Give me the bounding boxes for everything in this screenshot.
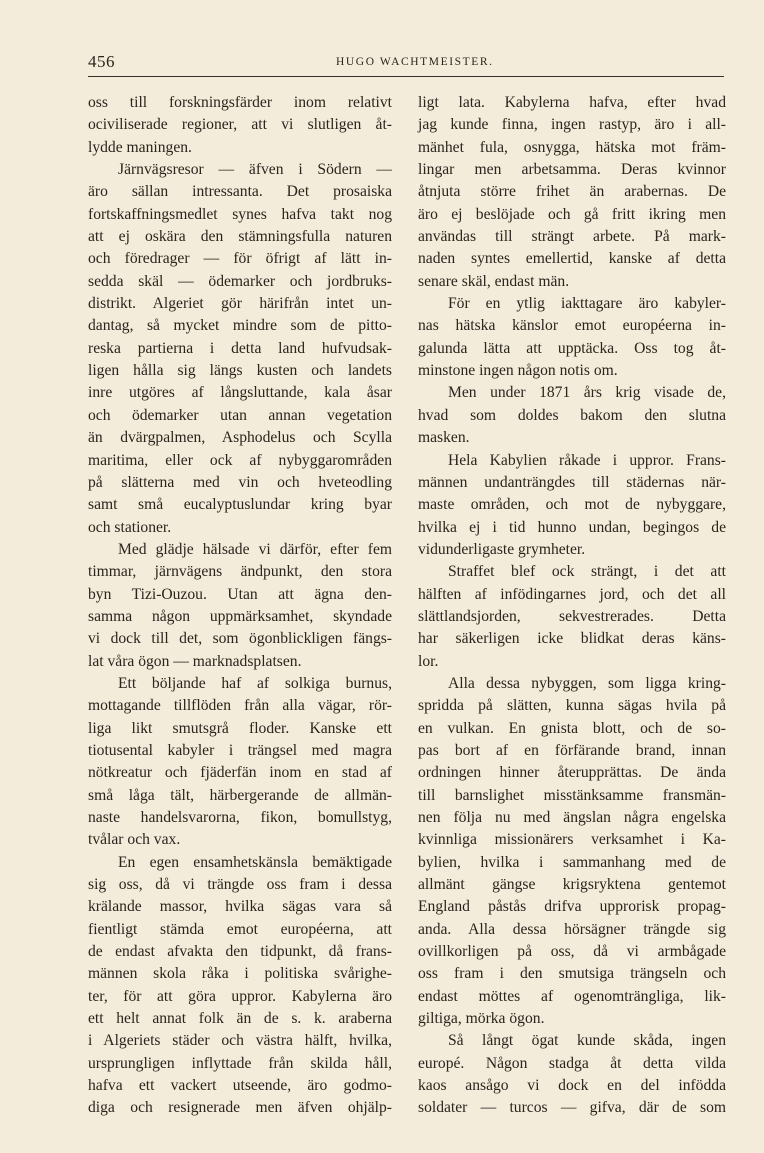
text-line: soldater — turcos — gifva, där de som	[418, 1099, 726, 1117]
text-line: nötkreatur och fjäderfän inom en stad af	[88, 764, 392, 782]
text-line: oss fram i den smutsiga trängseln och	[418, 965, 726, 983]
text-line: mänhet fula, osnygga, hätska mot främ-	[418, 138, 726, 156]
text-line: masken.	[418, 429, 470, 447]
text-line: pas bort af en förfärande brand, innan	[418, 741, 726, 759]
page-number: 456	[88, 52, 115, 71]
text-line: Men under 1871 års krig visade de,	[448, 384, 726, 402]
text-line: minstone ingen någon notis om.	[418, 362, 618, 380]
text-line: de endast afvakta den tidpunkt, då frans-	[88, 943, 392, 961]
text-line: äro ej beslöjade och gå fritt ikring men	[418, 205, 726, 223]
text-line: användas till strängt arbete. På mark-	[418, 228, 726, 246]
header-rule	[88, 76, 724, 77]
text-line: ligen hålla sig längs kusten och landets	[88, 362, 392, 380]
text-line: naste handelsvarorna, fikon, bomullstyg,	[88, 809, 392, 826]
text-line: lydde maningen.	[88, 138, 192, 156]
text-line: hälften af infödingarnes jord, och det all	[418, 585, 726, 603]
text-line: Så långt ögat kunde skåda, ingen	[448, 1032, 726, 1050]
text-line: och ödemarker utan annan vegetation	[88, 406, 392, 424]
text-line: samt små eucalyptuslundar kring byar	[88, 496, 392, 514]
text-line: anda. Alla dessa hörsägner trängde sig	[418, 920, 726, 938]
text-line: fortskaffningsmedlet synes hafva takt nog	[88, 205, 392, 223]
text-line: För en ytlig iakttagare äro kabyler-	[448, 295, 726, 313]
text-line: än dvärgpalmen, Asphodelus och Scylla	[88, 429, 392, 447]
page-header	[88, 52, 724, 74]
text-line: på slätterna med vin och hveteodling	[88, 473, 392, 491]
text-line: i Algeriets städer och västra hälft, hvilka,	[88, 1032, 392, 1050]
text-line: krälande massor, hvilka sägas vara så	[88, 898, 392, 916]
text-line: att ej oskära den stämningsfulla naturen	[88, 228, 392, 246]
text-line: galunda lätta att upptäcka. Oss tog åt-	[418, 339, 726, 357]
text-line: och stationer.	[88, 518, 172, 536]
text-line: ociviliserade regioner, att vi slutligen åt-	[88, 116, 392, 134]
text-line: sig oss, då vi trängde oss fram i dessa	[88, 876, 392, 894]
text-line: ordningen hinner återupprättas. De ända	[418, 764, 726, 782]
text-line: kaos ansågo vi dock en del infödda	[418, 1077, 726, 1095]
text-line: ett helt annat folk än de s. k. araberna	[88, 1010, 392, 1028]
left-text-column	[88, 92, 392, 1120]
text-line: senare skäl, endast män.	[418, 272, 570, 290]
text-line: distrikt. Algeriet gör härifrån intet un-	[88, 295, 392, 313]
text-line: maritima, eller ock af nybyggarområden	[88, 451, 392, 469]
text-line: ter, för att göra uppror. Kabylerna äro	[88, 987, 392, 1005]
text-line: giltiga, mörka ögon.	[418, 1010, 545, 1028]
text-line: lor.	[418, 652, 439, 670]
text-line: männen undanträngdes till städernas när-	[418, 473, 726, 491]
text-line: små låga tält, härbergerande de allmän-	[88, 786, 392, 804]
text-line: inre utgöres af långsluttande, kala åsar	[88, 384, 392, 402]
text-line: tiotusental kabyler i trängsel med magra	[88, 741, 392, 759]
text-line: vidunderligaste grymheter.	[418, 540, 586, 558]
text-line: Straffet blef ock strängt, i det att	[448, 563, 726, 581]
text-line: timmar, järnvägens ändpunkt, den stora	[88, 563, 392, 581]
text-line: allmänt gängse krigsryktena gentemot	[418, 876, 726, 894]
text-line: en vulkan. En gnista blott, och de so-	[418, 719, 726, 737]
text-line: hvad som doldes bakom den slutna	[418, 406, 726, 424]
text-line: maste områden, och mot de nybyggare,	[418, 496, 726, 514]
text-line: samma någon uppmärksamhet, skyndade	[88, 607, 392, 625]
right-text-column	[418, 92, 726, 1120]
text-line: hvilka ej i tid hunno undan, begingos de	[418, 518, 726, 536]
text-line: lat våra ögon — marknadsplatsen.	[88, 652, 302, 670]
text-line: endast möttes af ogenomträngliga, lik-	[418, 987, 726, 1005]
text-line: oss till forskningsfärder inom relativt	[88, 94, 392, 111]
text-line: spridda på slätten, kunna sägas hvila på	[418, 697, 726, 715]
text-line: slättlandsjorden, sekvestrerades. Detta	[418, 607, 726, 625]
text-line: jag kunde finna, ingen rastyp, äro i all-	[418, 116, 726, 134]
text-line: lingar men arbetsamma. Deras kvinnor	[418, 161, 726, 179]
text-line: åtnjuta större frihet än arabernas. De	[418, 183, 726, 201]
text-line: mottagande tillflöden från alla vägar, rör-	[88, 697, 392, 715]
text-line: kvinnliga missionärers verksamhet i Ka-	[418, 831, 726, 849]
text-line: nen följa nu med ängslan några engelska	[418, 809, 726, 826]
text-line: nas hätska känslor emot européerna in-	[418, 317, 726, 335]
text-line: sedda skäl — ödemarker och jordbruks-	[88, 272, 392, 290]
text-line: byn Tizi-Ouzou. Utan att ägna den-	[88, 585, 392, 603]
text-line: europé. Någon stadga åt detta vilda	[418, 1054, 726, 1072]
text-line: England påstås drifva upprorisk propag-	[418, 898, 726, 916]
text-line: ursprungligen inflyttade från skilda håll,	[88, 1054, 392, 1072]
text-line: äro sällan intressanta. Det prosaiska	[88, 183, 392, 201]
text-line: reska partierna i detta land hufvudsak-	[88, 339, 392, 357]
text-line: Alla dessa nybyggen, som ligga kring-	[448, 674, 726, 692]
text-line: naden syntes emellertid, kanske af detta	[418, 250, 726, 268]
text-line: vi dock till det, som ögonblickligen fängs-	[88, 630, 392, 648]
text-line: Med glädje hälsade vi därför, efter fem	[118, 540, 392, 558]
text-line: liga likt smutsgrå floder. Kanske ett	[88, 719, 392, 737]
text-line: Hela Kabylien råkade i uppror. Frans-	[448, 451, 726, 469]
text-line: bylien, hvilka i sammanhang med de	[418, 853, 726, 871]
text-line: fientligt stämda emot européerna, att	[88, 920, 392, 938]
text-line: dantag, så mycket mindre som de pitto-	[88, 317, 392, 335]
text-line: Ett böljande haf af solkiga burnus,	[118, 674, 392, 692]
text-line: tvålar och vax.	[88, 831, 181, 849]
text-line: till barnslighet misstänksamme fransmän-	[418, 786, 726, 804]
text-line: männen skola råka i politiska svårighe-	[88, 965, 392, 983]
running-head: HUGO WACHTMEISTER.	[336, 56, 494, 68]
text-line: ovillkorligen på oss, då vi armbågade	[418, 943, 726, 961]
text-line: har säkerligen icke blidkat deras käns-	[418, 630, 726, 648]
text-line: och föredrager — för öfrigt af lätt in-	[88, 250, 392, 268]
text-line: hafva ett vackert utseende, äro godmo-	[88, 1077, 392, 1095]
text-line: diga och resignerade men äfven ohjälp-	[88, 1099, 392, 1117]
text-line: ligt lata. Kabylerna hafva, efter hvad	[418, 94, 726, 111]
text-line: Järnvägsresor — äfven i Södern —	[118, 161, 392, 179]
text-line: En egen ensamhetskänsla bemäktigade	[118, 853, 392, 871]
